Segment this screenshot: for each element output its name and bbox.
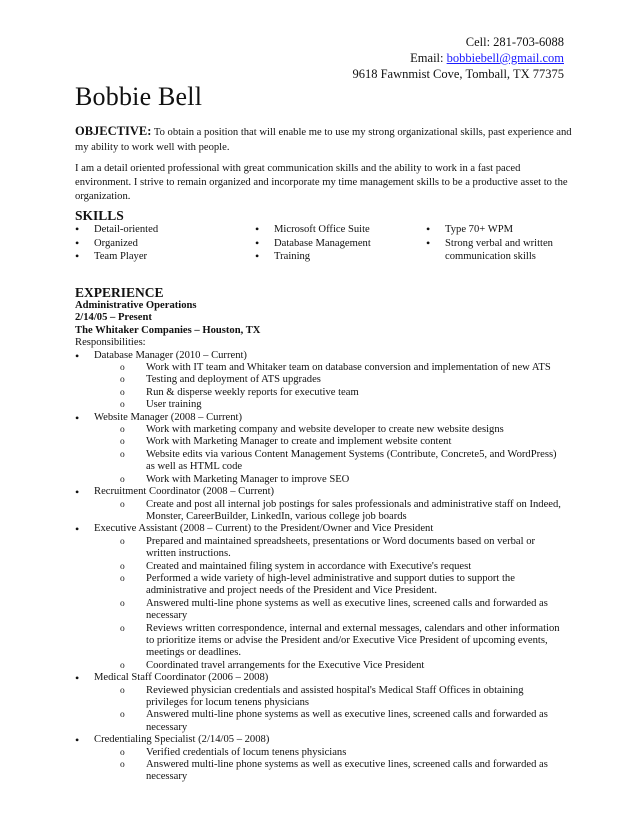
duty-item: o Performed a wide variety of high-level administrative and support duties to support the administrative and project needs of the President and Vice President. — [120, 573, 565, 598]
duty-item: o Prepared and maintained spreadsheets, presentations or Word documents based on verbal or written instructions. — [120, 536, 565, 561]
role-label: Credentialing Specialist (2/14/05 – 2008) — [94, 734, 270, 746]
objective-text: To obtain a position that will enable me to use my strong organizational skills, past experience and my ability to work well with people. — [75, 127, 572, 153]
objective-heading: OBJECTIVE: — [75, 124, 152, 138]
roles-list — [75, 350, 565, 784]
summary-paragraph: I am a detail oriented professional with great communication skills and the ability to work in a fast paced environment. I strive to remain organized and incorporate my time management skills to be a productive asset to the organization. — [75, 163, 568, 202]
role-duties — [120, 499, 565, 524]
skills-column-1 — [75, 223, 245, 264]
role-label: Website Manager (2008 – Current) — [94, 411, 243, 423]
job-dates: 2/14/05 – Present — [75, 312, 152, 324]
job-title: Administrative Operations — [75, 300, 197, 311]
role-item — [75, 350, 565, 412]
skills-heading: SKILLS — [75, 208, 124, 223]
duty-item: o Answered multi-line phone systems as well as executive lines, screened calls and forwarded as necessary — [120, 598, 565, 623]
skill-item: • Microsoft Office Suite — [255, 223, 425, 236]
role-duties — [120, 424, 565, 486]
role-item — [75, 734, 565, 784]
skill-item: • Organized — [75, 237, 245, 250]
phone-line — [352, 34, 564, 50]
skill-item: • Database Management — [255, 237, 425, 250]
role-duties — [120, 362, 565, 412]
duty-item: o Create and post all internal job postings for sales professionals and administrative staff on Indeed, Monster, CareerBuilder, LinkedIn, various college job boards — [120, 499, 565, 524]
email-link[interactable]: bobbiebell@gmail.com — [446, 51, 564, 65]
skills-column-3 — [426, 223, 566, 263]
duty-item: o Website edits via various Content Management Systems (Contribute, Concrete5, and WordPress) as well as HTML code — [120, 449, 565, 474]
skill-item: • Strong verbal and written communication skills — [426, 237, 566, 263]
skill-item: • Type 70+ WPM — [426, 223, 566, 236]
company-name: The Whitaker Companies – Houston, TX — [75, 324, 261, 336]
duty-item: o Answered multi-line phone systems as well as executive lines, screened calls and forwarded as necessary — [120, 759, 565, 784]
skill-item: • Detail-oriented — [75, 223, 245, 236]
candidate-name: Bobbie Bell — [75, 82, 203, 111]
objective-section — [75, 124, 575, 155]
duty-item: o Reviewed physician credentials and assisted hospital's Medical Staff Offices in obtaining privileges for locum tenens physicians — [120, 685, 565, 710]
duty-item: o User training — [120, 399, 565, 411]
cell-label: Cell: — [465, 35, 491, 49]
skill-item: • Training — [255, 250, 425, 263]
role-duties — [120, 536, 565, 672]
duty-item: o Work with marketing company and website developer to create new website designs — [120, 424, 565, 436]
role-duties — [120, 685, 565, 735]
duty-item: o Run & disperse weekly reports for executive team — [120, 387, 565, 399]
email-line — [352, 50, 564, 66]
duty-item: o Answered multi-line phone systems as well as executive lines, screened calls and forwarded as necessary — [120, 709, 565, 734]
role-item — [75, 412, 565, 486]
role-label: Medical Staff Coordinator (2006 – 2008) — [94, 672, 269, 684]
duty-item: o Work with Marketing Manager to create and implement website content — [120, 436, 565, 448]
duty-item: o Reviews written correspondence, internal and external messages, calendars and other information to prioritize items or advise the President and/or Executive Vice President of upcoming events, meetings or deadlines. — [120, 623, 565, 660]
duty-item: o Created and maintained filing system in accordance with Executive's request — [120, 561, 565, 573]
experience-section — [75, 300, 565, 784]
role-label: Recruitment Coordinator (2008 – Current) — [94, 486, 275, 498]
experience-heading: EXPERIENCE — [75, 285, 164, 300]
contact-block — [352, 34, 564, 82]
role-item — [75, 523, 565, 672]
role-item — [75, 672, 565, 734]
duty-item: o Testing and deployment of ATS upgrades — [120, 374, 565, 386]
duty-item: o Coordinated travel arrangements for the Executive Vice President — [120, 660, 565, 672]
skills-column-2 — [255, 223, 425, 264]
role-duties — [120, 747, 565, 784]
email-label: Email: — [410, 51, 444, 65]
duty-item: o Verified credentials of locum tenens physicians — [120, 747, 565, 759]
duty-item: o Work with IT team and Whitaker team on database conversion and implementation of new ATS — [120, 362, 565, 374]
responsibilities-label: Responsibilities: — [75, 337, 146, 349]
duty-item: o Work with Marketing Manager to improve SEO — [120, 474, 565, 486]
role-label: Executive Assistant (2008 – Current) to the President/Owner and Vice President — [94, 523, 434, 535]
role-label: Database Manager (2010 – Current) — [94, 349, 247, 361]
cell-number: 281-703-6088 — [493, 35, 564, 49]
role-item — [75, 486, 565, 523]
skill-item: • Team Player — [75, 250, 245, 263]
address: 9618 Fawnmist Cove, Tomball, TX 77375 — [352, 67, 564, 81]
